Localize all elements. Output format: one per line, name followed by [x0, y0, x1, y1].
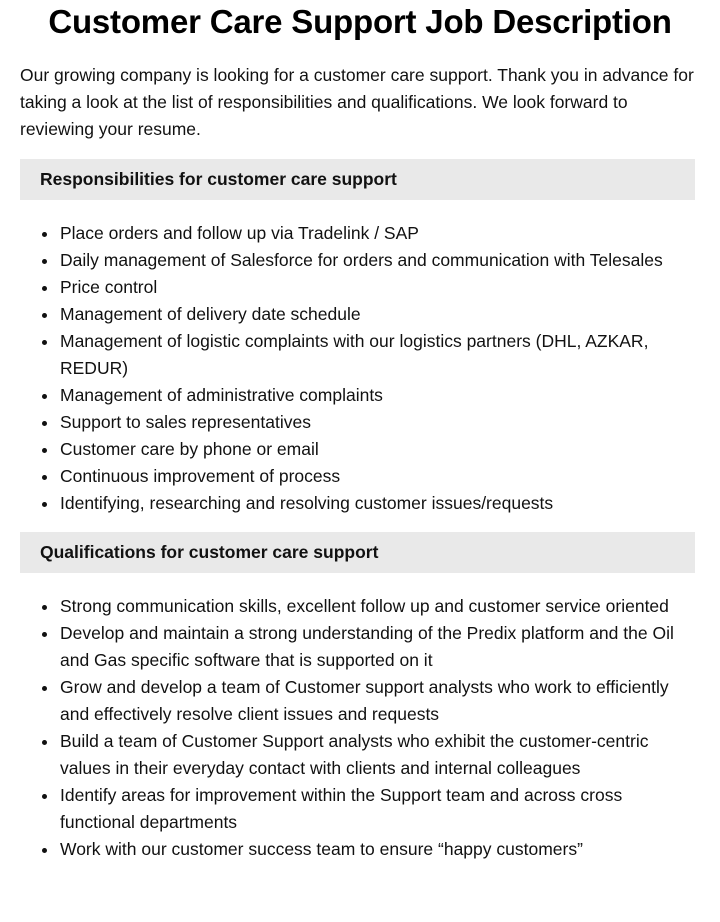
bullet-icon — [42, 421, 47, 426]
responsibilities-list — [40, 220, 700, 517]
list-item: Build a team of Customer Support analysts who exhibit the customer-centric values in their everyday contact with clients and internal colleagues — [40, 728, 700, 782]
qualifications-heading-text: Qualifications for customer care support — [40, 542, 379, 562]
qualifications-heading — [20, 532, 695, 573]
list-item: Develop and maintain a strong understanding of the Predix platform and the Oil and Gas specific software that is supported on it — [40, 620, 700, 674]
list-item: Management of delivery date schedule — [40, 301, 700, 328]
list-item: Place orders and follow up via Tradelink / SAP — [40, 220, 700, 247]
page-title: Customer Care Support Job Description — [48, 3, 672, 40]
bullet-icon — [42, 394, 47, 399]
list-item: Identify areas for improvement within the Support team and across cross functional departments — [40, 782, 700, 836]
intro-paragraph: Our growing company is looking for a customer care support. Thank you in advance for taking a look at the list of responsibilities and qualifications. We look forward to reviewing your resume. — [20, 65, 694, 139]
list-item: Continuous improvement of process — [40, 463, 700, 490]
qualifications-list — [40, 593, 700, 863]
list-item: Daily management of Salesforce for orders and communication with Telesales — [40, 247, 700, 274]
bullet-icon — [42, 632, 47, 637]
bullet-icon — [42, 740, 47, 745]
list-item: Support to sales representatives — [40, 409, 700, 436]
bullet-icon — [42, 259, 47, 264]
bullet-icon — [42, 605, 47, 610]
list-item: Identifying, researching and resolving customer issues/requests — [40, 490, 700, 517]
list-item: Work with our customer success team to ensure “happy customers” — [40, 836, 700, 863]
bullet-icon — [42, 502, 47, 507]
bullet-icon — [42, 448, 47, 453]
responsibilities-heading — [20, 159, 695, 200]
list-item: Strong communication skills, excellent follow up and customer service oriented — [40, 593, 700, 620]
bullet-icon — [42, 794, 47, 799]
list-item: Management of logistic complaints with our logistics partners (DHL, AZKAR, REDUR) — [40, 328, 700, 382]
bullet-icon — [42, 686, 47, 691]
list-item: Customer care by phone or email — [40, 436, 700, 463]
list-item: Grow and develop a team of Customer support analysts who work to efficiently and effectively resolve client issues and requests — [40, 674, 700, 728]
bullet-icon — [42, 313, 47, 318]
bullet-icon — [42, 475, 47, 480]
responsibilities-heading-text: Responsibilities for customer care support — [40, 169, 397, 189]
bullet-icon — [42, 848, 47, 853]
list-item: Price control — [40, 274, 700, 301]
list-item: Management of administrative complaints — [40, 382, 700, 409]
bullet-icon — [42, 232, 47, 237]
bullet-icon — [42, 286, 47, 291]
bullet-icon — [42, 340, 47, 345]
